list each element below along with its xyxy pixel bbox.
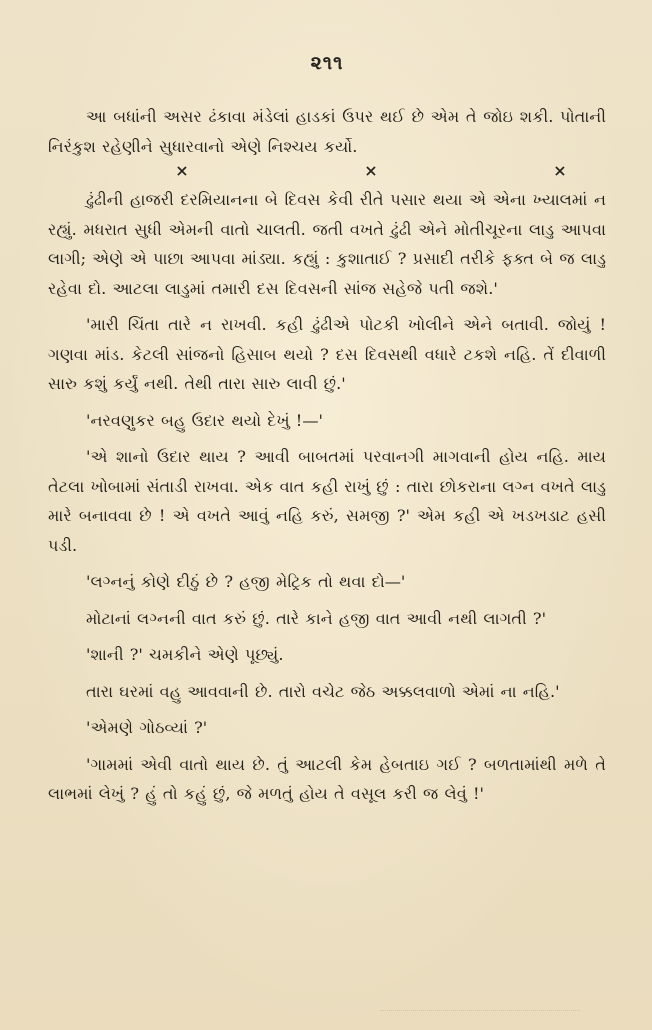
- paragraph-10: 'એમણે ગોઠવ્યાં ?': [86, 718, 208, 737]
- paragraph-7: મોટાનાં લગ્નની વાત કરું છું. તારે કાને હજી વાત આવી નથી લાગતી ?': [86, 608, 547, 628]
- paragraph-2: ઢુંઢીની હાજરી દરમિયાનના બે દિવસ કેવી રીતે પસાર થયા એ એના ખ્યાલમાં ન રહ્યું. મધરાત સુધી એમની વાતો ચાલતી. જતી વખતે ઢુંઢી એને મોતીચૂરના લાડુ આપવા લાગી; એણે એ પાછા આપવા માંડ્યા. કહ્યું : કુશાતાઈ ? પ્રસાદી તરીકે ફક્ત બે જ લાડુ રહેવા દો. આટલા લાડુમાં તમારી દસ દિવસની સાંજ સહેજે પતી જશે.': [48, 190, 606, 298]
- paragraph-3: 'મારી ચિંતા તારે ન રાખવી. કહી ઢુંઢીએ પોટકી ખોલીને એને બતાવી. જોયું ! ગણવા માંડ. કેટલી સાંજનો હિસાબ થયો ? દસ દિવસથી વધારે ટકશે નહિ. તેં દીવાળી સારુ કશું કર્યું નથી. તેથી તારા સારુ લાવી છું.': [48, 315, 606, 393]
- separator-mark: ×: [553, 161, 567, 180]
- paragraph-9: તારા ઘરમાં વહુ આવવાની છે. તારો વચેટ જેઠ અક્કલવાળો એમાં ના નહિ.': [86, 681, 560, 701]
- paragraph-6: 'લગ્નનું કોણે દીઠું છે ? હજી મેટ્રિક તો થવા દો—': [86, 572, 406, 591]
- paragraph-1: આ બધાંની અસર ઢંકાવા મંડેલાં હાડકાં ઉપર થઈ છે એમ તે જોઇ શકી. પોતાની નિરંકુશ રહેણીને સુધારવાનો એણે નિશ્ચય કર્યો.: [48, 107, 606, 156]
- page-number: ૨૧૧: [310, 52, 344, 74]
- paragraph-8: 'શાની ?' ચમકીને એણે પૂછ્યું.: [86, 645, 284, 664]
- separator-mark: ×: [364, 161, 378, 180]
- bleed-through-mark: [380, 1000, 580, 1011]
- paragraph-4: 'નરવણુકર બહુ ઉદાર થયો દેખું !—': [86, 410, 323, 430]
- paragraph-5: 'એ શાનો ઉદાર થાય ? આવી બાબતમાં પરવાનગી માગવાની હોય નહિ. માય તેટલા ખોબામાં સંતાડી રાખવા. એક વાત કહી રાખું છું : તારા છોકરાના લગ્ન વખતે લાડુ મારે બનાવવા છે ! એ વખતે આવું નહિ કરું, સમજી ?' એમ કહી એ ખડખડાટ હસી પડી.: [48, 447, 606, 555]
- section-separator: [48, 161, 606, 181]
- separator-mark: ×: [175, 161, 189, 180]
- paragraph-11: 'ગામમાં એવી વાતો થાય છે. તું આટલી કેમ હેબતાઇ ગઈ ? બળતામાંથી મળે તે લાભમાં લેખું ? હું તો કહું છું, જે મળતું હોય તે વસૂલ કરી જ લેવું !': [48, 754, 606, 803]
